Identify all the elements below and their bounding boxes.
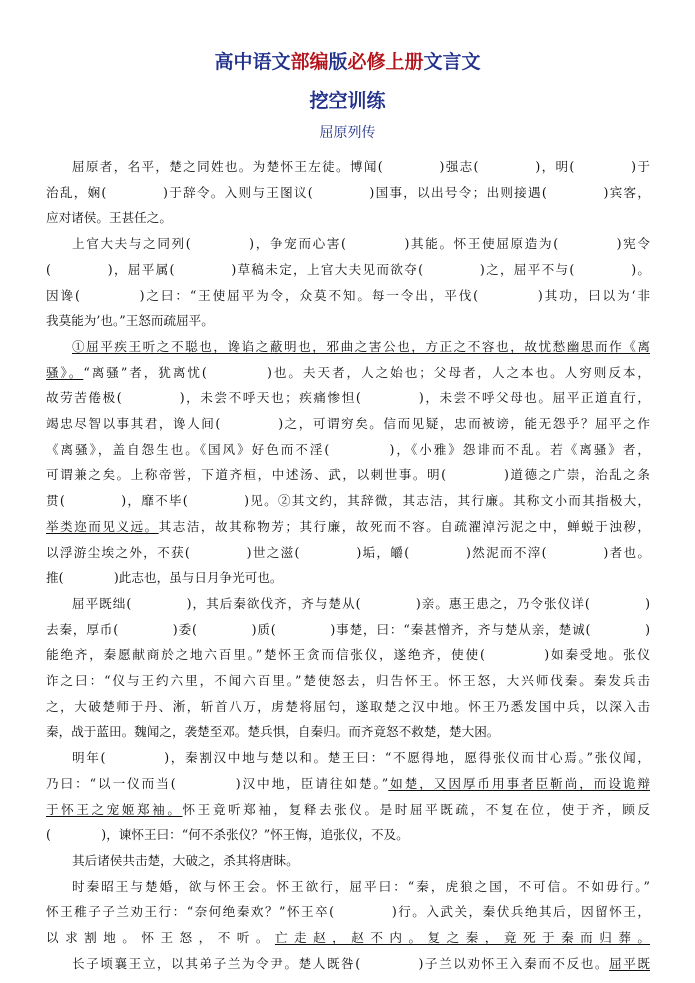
passage-line: 故劳苦倦极( )，未尝不呼天也；疾痛惨怛( )，未尝不呼父母也。屈平正道直行， [46, 390, 650, 406]
passage-line: 其后诸侯共击楚，大破之，杀其将唐眛。 [72, 852, 299, 868]
passage-line: 之，大破楚师于丹、淅，斩首八万，虏楚将屈匄，遂取楚之汉中地。怀王乃悉发国中兵，以深入击 [46, 698, 650, 714]
passage-line: 去秦，厚币( )委( )质( )事楚，曰：“秦甚憎齐，齐与楚从亲，楚诚( ) [46, 621, 650, 637]
document-subtitle: 挖空训练 [309, 90, 386, 112]
passage-line: 秦，战于蓝田。魏闻之，袭楚至邓。楚兵惧，自秦归。而齐竟怒不救楚，楚大困。 [46, 724, 500, 740]
passage-line: 骚》。“离骚”者，犹离忧( )也。夫天者，人之始也；父母者，人之本也。人穷则反本， [46, 364, 650, 380]
passage-line: 治乱，娴( )于辞令。入则与王图议( )国事，以出号令；出则接遇( )宾客， [46, 184, 650, 200]
passage-line: 以求割地。怀王怒，不听。亡走赵，赵不内。复之秦，竟死于秦而归葬。 [46, 930, 651, 945]
passage-line: 举类迩而见义远。其志洁，故其称物芳；其行廉，故死而不容。自疏濯淖污泥之中，蝉蜕于浊秽， [46, 518, 651, 534]
passage-line: 能绝齐，秦愿献商於之地六百里。”楚怀王贪而信张仪，遂绝齐，使使( )如秦受地。张仪 [46, 647, 650, 663]
passage-line: 贯( )，靡不毕( )见。②其文约，其辞微，其志洁，其行廉。其称文小而其指极大， [46, 493, 650, 509]
passage-line: 明年( )，秦割汉中地与楚以和。楚王曰：“不愿得地，愿得张仪而甘心焉。”张仪闻， [72, 750, 650, 766]
passage-line: 乃曰：“以一仪而当( )汉中地，臣请往如楚。”如楚，又因厚币用事者臣靳尚，而设诡辩 [46, 775, 651, 791]
passage-line: 应对诸侯。王甚任之。 [46, 210, 172, 226]
passage-line: 怀王稚子子兰劝王行：“奈何绝秦欢？”怀王卒( )行。入武关，秦伏兵绝其后，因留怀王， [46, 904, 650, 920]
passage-line: 推( )此志也，虽与日月争光可也。 [46, 570, 283, 586]
passage-line: 我莫能为’也。”王怒而疏屈平。 [46, 313, 214, 329]
section-heading: 屈原列传 [319, 125, 376, 141]
passage-line: 于怀王之宠姬郑袖。怀王竟听郑袖，复释去张仪。是时屈平既疏，不复在位，使于齐，顾反 [46, 801, 651, 817]
passage-line: 上官大夫与之同列( )，争宠而心害( )其能。怀王使屈原造为( )宪令 [72, 236, 650, 252]
passage-line: 屈平既绌( )，其后秦欲伐齐，齐与楚从( )亲。惠王患之，乃令张仪详( ) [72, 595, 650, 611]
passage-line: 因谗( )之曰：“王使屈平为令，众莫不知。每一令出，平伐( )其功，曰以为‘非 [46, 287, 650, 303]
passage-line: ( )，屈平属( )草稿未定，上官大夫见而欲夺( )之，屈平不与( )。 [46, 261, 650, 277]
passage-line: 竭忠尽智以事其君，谗人间( )之，可谓穷矣。信而见疑，忠而被谤，能无怨乎？屈平之作 [46, 416, 650, 431]
passage-line: 长子顷襄王立，以其弟子兰为令尹。楚人既咎( )子兰以劝怀王入秦而不反也。屈平既 [72, 955, 651, 971]
passage-line: ( )，谏怀王曰：“何不杀张仪？”怀王悔，追张仪，不及。 [46, 827, 409, 843]
passage-line: 可谓兼之矣。上称帝喾，下道齐桓，中述汤、武，以刺世事。明( )道德之广崇，治乱之条 [46, 467, 650, 483]
document-title: 高中语文部编版必修上册文言文 [214, 51, 481, 73]
passage-line: ①屈平疾王听之不聪也，谗谄之蔽明也，邪曲之害公也，方正之不容也，故忧愁幽思而作《离 [72, 338, 650, 354]
passage-line: 《离骚》，盖自怨生也。《国风》好色而不淫( )，《小雅》怨诽而不乱。若《离骚》者， [46, 441, 650, 457]
passage-line: 以浮游尘埃之外，不获( )世之滋( )垢，皭( )然泥而不滓( )者也。 [46, 544, 650, 560]
passage-line: 时秦昭王与楚婚，欲与怀王会。怀王欲行，屈平曰：“秦，虎狼之国，不可信。不如毋行。” [72, 878, 650, 894]
passage-line: 屈原者，名平，楚之同姓也。为楚怀王左徒。博闻( )强志( )，明( )于 [72, 159, 650, 174]
passage-line: 诈之曰：“仪与王约六里，不闻六百里。”楚使怒去，归告怀王。怀王怒，大兴师伐秦。秦发兵击 [46, 673, 650, 688]
